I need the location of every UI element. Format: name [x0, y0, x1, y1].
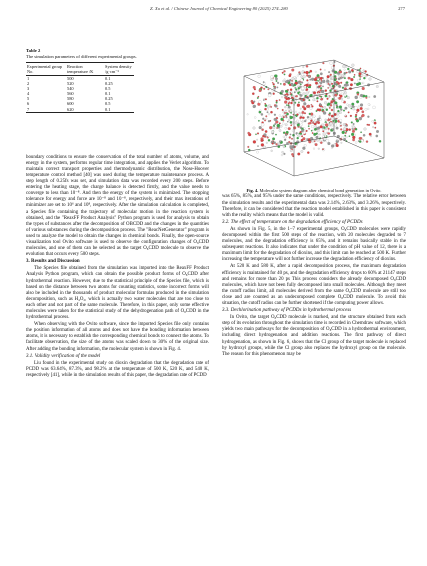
left-column — [26, 48, 209, 380]
subsection-heading: 3.1. Validity verification of the model — [26, 353, 101, 359]
table-label: Table 2 — [26, 48, 41, 53]
subsection-heading: 3.3. Dechlorination pathway of PCDDs in hydrothermal process — [222, 308, 352, 314]
table-cell: 1 — [27, 76, 30, 81]
right-column — [222, 48, 406, 359]
table-cell: 7 — [26, 107, 66, 113]
subsection-heading: 3.2. The effect of temperature on the degradation efficiency of PCDDs — [222, 219, 363, 225]
table-cell: 0.25 — [105, 81, 113, 87]
table-cell: 0.5 — [105, 86, 111, 92]
table-cell: 2 — [27, 81, 30, 87]
table-row — [26, 107, 134, 113]
table-cell: 500 — [67, 76, 74, 81]
table-cell: 0.5 — [105, 101, 111, 107]
table-cell: 4 — [27, 91, 30, 97]
table-header-temperature: Reaction temperature /K — [66, 62, 104, 75]
table-caption: The simulation parameters of different experimental groups. — [26, 54, 137, 60]
figure-caption: Fig. 4. Molecular system diagram after chemical bond generation in Ovito. — [246, 188, 382, 193]
simulation-parameters-table — [26, 62, 134, 113]
table-cell: 520 — [67, 81, 74, 87]
paragraph: boundary conditions to ensure the conservation of the total number of atoms, volume, and energy in the system, performs regular time integration, and applies the Verlet algorithm. To maintain correct transport properties and thermodynamic distribution, the Nose-Hoover temperature control method [40] was used during the temperature maintenance process. A step length of 0.25fs was set, and simulation data was recorded every 200 steps. Before entering the heating stage, the charge balance is detected firstly, and the value needs to converge to less than 10⁻⁸. And then the energy of the system is minimized. The stopping tolerance for energy and force are 10⁻⁸ and 10⁻⁸, respectively, and their max iterations of minimizer are set to 10⁶ and 10⁸, respectively. After the simulation calculation is completed, a Species file containing the trajectory of molecular motion in the reaction system is obtained, and the "ReaxFF Product Analysis" Python program is used for analysis to obtain the types of substances after the decomposition of OBCDD and the changes in the quantities of various substances during the decomposition process. The "ReacNetGenerator" program is used to analyze the model to obtain the changes in chemical bonds. Finally, the open-source visualization tool Ovito software is used to observe the configuration changes of O₈CDD molecules, and one of them can be selected as the target O₈CDD molecule to observe the evolution that occurs every 500 steps. — [26, 154, 209, 258]
table-header-group: Experimental group No. — [26, 62, 66, 75]
table-cell: 3 — [27, 86, 30, 92]
page-number: 277 — [398, 6, 405, 11]
paragraph: As shown in Fig. 5, in the 1–7 experimental groups, O₈CDD molecules were rapidly decomposed within the first 500 steps of the reaction, with 20 molecules degraded to 7 molecules, and the degradation efficiency is 65%, and it remains basically stable in the subsequent reactions. It also indicates that under the condition of pH value of 12, there is a maximum limit for the degradation of dioxins, and this limit can be reached at 500 K. Further increasing the temperature will not further increase the degradation efficiency of dioxins. — [222, 226, 406, 263]
table-cell: 6 — [27, 101, 30, 107]
table-cell: 600 — [67, 101, 74, 107]
table-cell: 580 — [67, 96, 74, 102]
table-cell: 540 — [67, 86, 74, 92]
section-heading: 3. Results and Discussion — [26, 259, 80, 265]
table-header-density: System density /g·cm⁻³ — [104, 62, 134, 75]
paragraph: In Ovito, the target O₈CDD molecule is marked, and the structure obtained from each step of its evolution throughout the simulation time is recorded in Chemdraw software, which yields two main pathways for the decomposition of O₈CDD in a hydrothermal environment, including direct hydrogenation and addition reactions. The first pathway of direct hydrogenation, as shown in Fig. 6, shows that the Cl group of the target molecule is replaced by hydroxyl groups, while the Cl group also replaces the hydroxyl group on the molecule. The reason for this phenomenon may be — [222, 315, 406, 357]
paragraph: At 520 K and 580 K, after a rapid decomposition process, the maximum degradation efficiency is maintained for 40 ps, and the degradation efficiency drops to 60% at 21147 steps and remains for more than 20 ps This process considers the already decomposed O₈CDD molecules, which have not been fully decomposed into small molecules. Although they meet the cutoff radius limit, all molecules derived from the same O₈CDD molecule are still too close and are counted as an undecomposed complete O₈CDD molecule. To avoid this situation, the cutoff radius can be further shortened if the computing power allows. — [222, 264, 406, 306]
journal-citation: Z. Xu et al. / Chinese Journal of Chemical Engineering 80 (2025) 274–280 — [150, 6, 288, 11]
paragraph: The Species file obtained from the simulation was imported into the ReaxFF Product Analysis Python program, which can obtain the possible product forms of O₈CDD after hydrothermal reaction. However, due to the statistical principle of the Species file, which is based on the distance between two atoms for counting statistics, some incorrect forms will also be included in the thousands of product molecular formulas produced in the simulation decomposition, such as H₄O₂, which is actually two water molecules that are too close to each other and not part of the same molecule. Therefore, in this paper, only some effective molecules were taken for the statistical study of the dehydrogenation path of O₈CDD in the hydrothermal process. — [26, 266, 209, 321]
table-cell: 0.1 — [105, 76, 111, 81]
table-cell: 0.1 — [105, 91, 111, 97]
table-cell: 0.1 — [104, 107, 134, 113]
table-cell: 560 — [67, 91, 74, 97]
paragraph: When observing with the Ovito software, since the imported Species file only contains the position information of all atoms and does not have the bonding information between atoms, it is necessary to establish the corresponding chemical bonds to connect the atoms. To facilitate observation, the size of the atoms was scaled down to 30% of the original size. After adding the bonding information, the molecular system is shown in Fig. 4. — [26, 322, 209, 352]
table-cell: 5 — [27, 96, 30, 102]
paragraph: Liu found in the experimental study on dioxin degradation that the degradation rate of PCDD was 63.64%, 87.3%, and 98.2% at the temperature of 500 K, 520 K, and 540 K, respectively [41], while in the simulation results of this paper, the degradation rate of PCDD — [26, 360, 209, 378]
table-cell: 620 — [66, 107, 104, 113]
table-cell: 0.25 — [105, 96, 113, 102]
molecular-system-figure — [222, 48, 406, 188]
paragraph: was 65%, 85%, and 95% under the same conditions, respectively. The relative error between the simulation results and the experimental data was 2.14%, 2.63%, and 3.26%, respectively. Therefore, it can be considered that the reaction model established in this paper is consistent with the reality which means that the model is valid. — [222, 194, 406, 218]
molecular-box-image — [222, 48, 406, 188]
